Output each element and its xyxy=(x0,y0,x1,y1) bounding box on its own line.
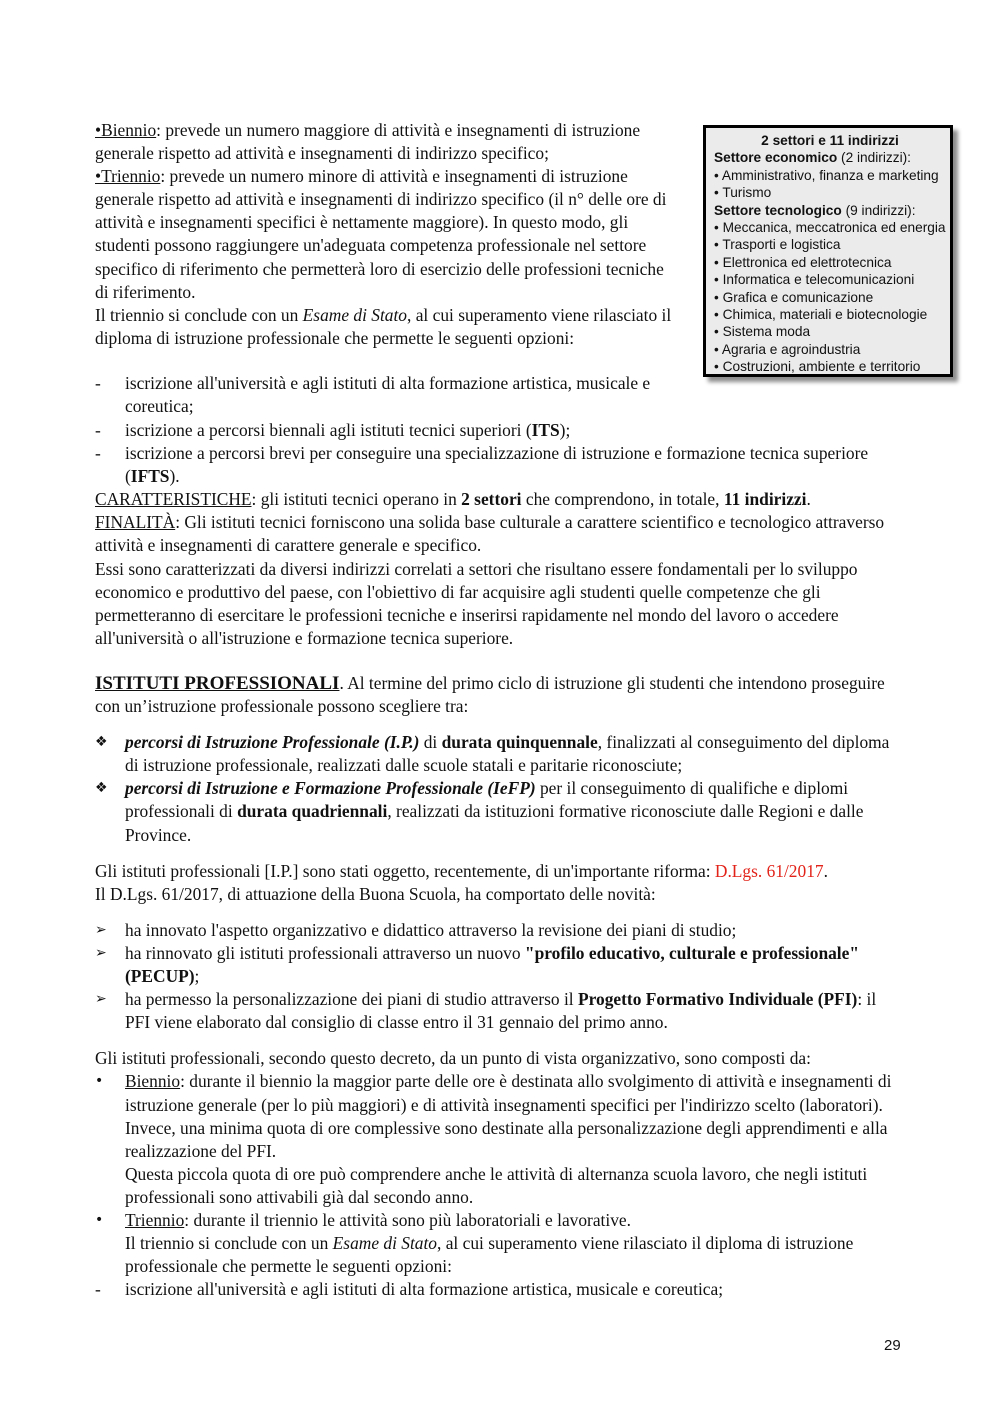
path-pre: per il conseguimento di qualifiche e diplomi professionali di xyxy=(125,778,849,822)
options-list-1 xyxy=(95,372,675,418)
car-pre: : gli istituti tecnici operano in xyxy=(251,489,462,510)
option-text: iscrizione a percorsi biennali agli istituti tecnici superiori ( xyxy=(125,420,532,440)
sector2-name: Settore tecnologico xyxy=(714,202,842,218)
triennio-em: Esame di Stato xyxy=(332,1233,438,1254)
paths-list xyxy=(95,731,895,846)
dash-marker: - xyxy=(95,1279,101,1300)
option-text: iscrizione all'università e agli istituti di alta formazione artistica, musicale e coreutica; xyxy=(125,373,651,417)
sector-item: • Trasporti e logistica xyxy=(714,237,841,253)
novita-text: ha rinnovato gli istituti professionali attraverso un nuovo xyxy=(125,942,525,963)
list-item xyxy=(95,731,895,777)
diamond-bullet-icon: ❖ xyxy=(95,734,108,751)
list-item xyxy=(95,777,895,846)
page-number: 29 xyxy=(884,1337,901,1354)
diamond-bullet-icon: ❖ xyxy=(95,780,108,797)
triennio-post: , al cui superamento viene rilasciato il diploma di istruzione professionale che permette le seguenti opzioni: xyxy=(125,1233,854,1277)
list-item xyxy=(95,919,895,942)
dash-marker: - xyxy=(95,373,101,393)
triennio-label: •Triennio xyxy=(95,166,161,187)
esame-post: , al cui superamento viene rilasciato il diploma di istruzione professionale che permette le seguenti opzioni: xyxy=(95,304,672,348)
list-item xyxy=(95,1070,895,1209)
biennio-text: : prevede un numero maggiore di attività e insegnamenti di istruzione generale rispetto ad attività e insegnamenti di indirizzo specifico; xyxy=(95,120,641,164)
path-pre: di xyxy=(419,732,442,753)
istituti-professionali-section xyxy=(95,672,895,1301)
list-item xyxy=(95,419,895,442)
triennio-label: Triennio xyxy=(125,1209,185,1230)
list-item xyxy=(95,988,895,1034)
triennio-text: : prevede un numero minore di attività e insegnamenti di istruzione generale rispetto ad attività e insegnamenti di indirizzo specifico (il n° delle ore di attività e insegnamenti specifici è nettamente maggiore). In questo modo, gli studenti possono raggiungere un'adeguata competenza professionale nel settore specifico di riferimento che permetterà loro di esercizio delle professioni tecniche di riferimento. xyxy=(95,166,667,302)
path-duration: durata quinquennale xyxy=(441,732,598,753)
arrow-bullet-icon: ➢ xyxy=(95,921,107,938)
dash-marker: - xyxy=(95,443,101,464)
sector2-count: (9 indirizzi): xyxy=(841,202,916,218)
prof-intro-text: . Al termine del primo ciclo di istruzione gli studenti che intendono proseguire con un’istruzione professionale possono scegliere tra: xyxy=(95,673,885,717)
options-list-2 xyxy=(95,419,895,650)
sector-economico-heading xyxy=(714,149,946,166)
sector-item: • Grafica e comunicazione xyxy=(714,289,874,305)
finalita-label: FINALITÀ xyxy=(95,512,176,533)
path-duration: durata quadriennali xyxy=(237,801,388,822)
sector-item: • Turismo xyxy=(714,185,772,201)
list-item xyxy=(95,372,675,418)
car-b2: 11 indirizzi xyxy=(723,489,807,510)
riforma-pre: Gli istituti professionali [I.P.] sono stati oggetto, recentemente, di un'importante riforma: xyxy=(95,860,715,881)
sector-item: • Elettronica ed elettrotecnica xyxy=(714,254,892,270)
option-bold: ITS xyxy=(531,420,560,440)
final-options-list xyxy=(95,1278,895,1301)
option-after: ); xyxy=(559,420,571,440)
law-reference: D.Lgs. 61/2017 xyxy=(714,860,824,881)
biennio-paragraph xyxy=(95,119,680,165)
arrow-bullet-icon: ➢ xyxy=(95,991,107,1008)
caratteristiche-paragraph xyxy=(95,488,895,511)
option-after: ). xyxy=(169,466,180,487)
sector-item: • Chimica, materiali e biotecnologie xyxy=(714,307,928,323)
finalita-text: : Gli istituti tecnici forniscono una solida base culturale a carattere scientifico e tecnologico attraverso attività e insegnamenti di carattere generale e specifico. xyxy=(95,512,885,556)
list-item xyxy=(95,942,895,988)
car-post: . xyxy=(806,489,811,510)
novita-post: ; xyxy=(194,966,200,987)
biennio-text: : durante il biennio la maggior parte delle ore è destinata allo svolgimento di attività e insegnamenti di istruzione generale (per lo più maggiori) e di attività insegnamenti specifici per l'indirizzo scelto (laboratori). Invece, una minima quota di ore complessive sono destinate alla personalizzazione degli apprendimenti e alla realizzazione del PFI. xyxy=(125,1071,892,1161)
sector-item: • Costruzioni, ambiente e territorio xyxy=(714,359,921,375)
path-name: percorsi di Istruzione e Formazione Professionale (IeFP) xyxy=(125,778,536,799)
dash-marker: - xyxy=(95,420,101,440)
list-item xyxy=(95,442,895,488)
option-bold: IFTS xyxy=(130,466,170,487)
novita-text: ha permesso la personalizzazione dei piani di studio attraverso il xyxy=(125,989,578,1010)
prof-intro-paragraph xyxy=(95,672,895,718)
riforma-paragraph xyxy=(95,860,895,883)
sector1-count: (2 indirizzi): xyxy=(837,150,911,166)
biennio-label: Biennio xyxy=(125,1071,181,1092)
novita-post: : il PFI viene elaborato dal consiglio di classe entro il 31 gennaio del primo anno. xyxy=(125,989,877,1033)
esame-pre: Il triennio si conclude con un xyxy=(95,304,303,325)
arrow-bullet-icon: ➢ xyxy=(95,944,107,961)
novita-text: ha innovato l'aspetto organizzativo e didattico attraverso la revisione dei piani di studio; xyxy=(125,919,737,940)
sectors-box-title: 2 settori e 11 indirizzi xyxy=(761,133,899,148)
essi-paragraph: Essi sono caratterizzati da diversi indirizzi correlati a settori che risultano essere fondamentali per lo sviluppo economico e produttivo del paese, con l'obiettivo di far acquisire agli studenti quelle competenze che gli permetteranno di esercitare le professioni tecniche e inserirsi rapidamente nel mondo del lavoro o accedere all'università o all'istruzione e formazione tecnica superiore. xyxy=(95,558,858,648)
path-post: , finalizzati al conseguimento del diploma di istruzione professionale, realizzati dalle scuole statali e paritarie riconosciute; xyxy=(125,732,890,776)
novita-bold: "profilo educativo, culturale e professionale" (PECUP) xyxy=(125,942,860,987)
sectors-box xyxy=(703,125,953,377)
path-name: percorsi di Istruzione Professionale (I.P.) xyxy=(125,732,420,753)
esame-paragraph xyxy=(95,304,680,350)
composti-paragraph: Gli istituti professionali, secondo questo decreto, da un punto di vista organizzativo, sono composti da: xyxy=(95,1048,811,1069)
sector-item: • Meccanica, meccatronica ed energia xyxy=(714,220,946,236)
sector-tecnologico-heading xyxy=(714,202,946,219)
finalita-paragraph xyxy=(95,511,895,557)
caratteristiche-label: CARATTERISTICHE xyxy=(95,489,252,510)
list-item xyxy=(95,1278,895,1301)
novita-bold: Progetto Formativo Individuale (PFI) xyxy=(577,989,858,1010)
triennio-pre: Il triennio si conclude con un xyxy=(125,1233,333,1254)
car-mid: che comprendono, in totale, xyxy=(521,489,724,510)
list-item xyxy=(95,1209,895,1278)
sector-item: • Amministrativo, finanza e marketing xyxy=(714,167,939,183)
triennio-text: : durante il triennio le attività sono più laboratoriali e lavorative. xyxy=(184,1209,631,1230)
riforma-post: . xyxy=(823,860,828,881)
biennio-text-2: Questa piccola quota di ore può comprendere anche le attività di alternanza scuola lavoro, che negli istituti professionali sono attivabili già dal secondo anno. xyxy=(125,1163,868,1207)
sector-item: • Sistema moda xyxy=(714,324,811,340)
biennio-label: •Biennio xyxy=(95,120,157,140)
sector-item: • Agraria e agroindustria xyxy=(714,341,861,357)
option-text: iscrizione a percorsi brevi per conseguire una specializzazione di istruzione e formazione tecnica superiore ( xyxy=(125,443,869,487)
dlgs-paragraph: Il D.Lgs. 61/2017, di attuazione della Buona Scuola, ha comportato delle novità: xyxy=(95,883,656,904)
triennio-paragraph xyxy=(95,165,680,304)
bullet-icon: • xyxy=(95,1073,104,1090)
sector1-name: Settore economico xyxy=(714,150,838,166)
novita-list xyxy=(95,919,895,1034)
sector-item: • Informatica e telecomunicazioni xyxy=(714,272,915,288)
path-post: , realizzati da istituzioni formative riconosciute dalle Regioni e dalle Province. xyxy=(125,801,864,845)
intro-section xyxy=(95,119,680,350)
bullet-icon: • xyxy=(95,1211,104,1228)
composition-list xyxy=(95,1070,895,1278)
car-b1: 2 settori xyxy=(461,489,522,510)
esame-em: Esame di Stato xyxy=(302,304,408,325)
option-text: iscrizione all'università e agli istituti di alta formazione artistica, musicale e coreutica; xyxy=(125,1279,724,1300)
section-heading: ISTITUTI PROFESSIONALI xyxy=(95,673,340,694)
